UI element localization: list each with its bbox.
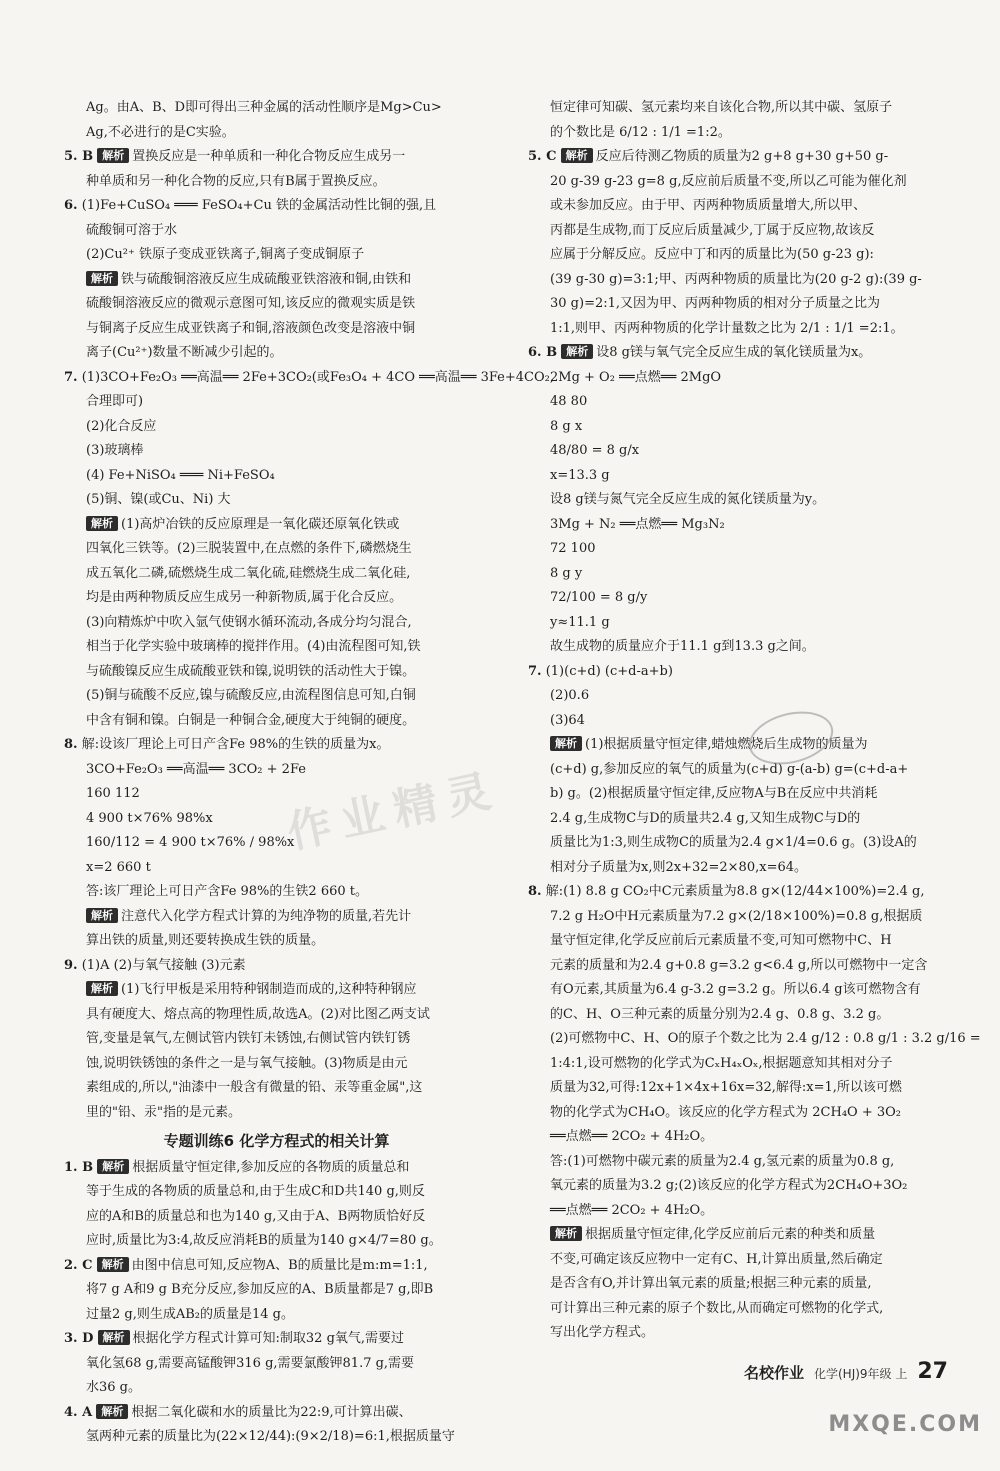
text-line bbox=[528, 415, 946, 440]
text-line bbox=[528, 194, 946, 219]
text-line bbox=[64, 366, 554, 391]
line-text: (2)Cu²⁺ 铁原子变成亚铁离子,铜离子变成铜原子 bbox=[86, 247, 365, 262]
text-line bbox=[528, 1321, 946, 1346]
text-line bbox=[528, 317, 946, 342]
watermark-logo: MXQE.COM bbox=[828, 1412, 982, 1437]
analysis-tag: 解析 bbox=[98, 1330, 130, 1345]
text-line bbox=[64, 219, 489, 244]
line-text: 48 80 bbox=[550, 394, 588, 409]
line-text: 2Mg + O₂ ══点燃══ 2MgO bbox=[550, 369, 722, 385]
text-line bbox=[64, 390, 489, 415]
analysis-tag: 解析 bbox=[96, 1404, 128, 1419]
line-text: 3Mg + N₂ ══点燃══ Mg₃N₂ bbox=[550, 516, 725, 532]
line-text: 置换反应是一种单质和一种化合物反应生成另一 bbox=[132, 149, 406, 164]
text-line bbox=[528, 219, 946, 244]
line-text: 将7 g A和9 g B充分反应,参加反应的A、B质量都是7 g,即B bbox=[86, 1282, 434, 1297]
text-line bbox=[528, 1199, 946, 1224]
line-text: 过量2 g,则生成AB₂的质量是14 g。 bbox=[86, 1306, 295, 1322]
text-line bbox=[64, 660, 489, 685]
line-text: 48/80 = 8 g/x bbox=[550, 443, 640, 458]
analysis-tag: 解析 bbox=[86, 516, 118, 531]
text-line bbox=[528, 635, 946, 660]
line-text: 应的A和B的质量总和也为140 g,又由于A、B两物质恰好反 bbox=[86, 1208, 426, 1224]
line-text: 离子(Cu²⁺)数量不断减少引起的。 bbox=[86, 345, 283, 360]
text-line bbox=[64, 96, 489, 121]
text-line bbox=[528, 268, 946, 293]
text-line bbox=[64, 1101, 489, 1126]
text-line bbox=[64, 1327, 489, 1352]
text-line bbox=[528, 1297, 946, 1322]
question-number: 7. bbox=[528, 663, 542, 679]
text-line bbox=[64, 1278, 489, 1303]
line-text: 72 100 bbox=[550, 541, 596, 556]
text-line bbox=[64, 1254, 489, 1279]
line-text: Ag。由A、B、D即可得出三种金属的活动性顺序是Mg>Cu> bbox=[86, 100, 442, 115]
text-line bbox=[528, 537, 946, 562]
text-line bbox=[528, 243, 946, 268]
text-line bbox=[528, 1076, 946, 1101]
line-text: (1)根据质量守恒定律,蜡烛燃烧后生成物的质量为 bbox=[585, 737, 868, 752]
text-line bbox=[64, 341, 489, 366]
text-line bbox=[64, 1303, 489, 1328]
text-line bbox=[64, 1003, 489, 1028]
line-text: 丙都是生成物,而丁反应后质量减少,丁属于反应物,故该反 bbox=[550, 222, 875, 238]
question-number: 5. C bbox=[528, 149, 557, 164]
text-line bbox=[528, 1125, 946, 1150]
line-text: 1:1,则甲、丙两种物质的化学计量数之比为 2/1 : 1/1 =2:1。 bbox=[550, 320, 904, 336]
question-number: 8. bbox=[528, 884, 542, 899]
text-line bbox=[64, 513, 489, 538]
line-text: Ag,不必进行的是C实验。 bbox=[86, 124, 235, 140]
right-column bbox=[528, 96, 981, 1346]
line-text: 解:(1) 8.8 g CO₂中C元素质量为8.8 g×(12/44×100%)=2.4 g, bbox=[545, 884, 925, 899]
line-text: 硫酸铜溶液反应的微观示意图可知,该反应的微观实质是铁 bbox=[86, 296, 416, 311]
text-line bbox=[528, 611, 946, 636]
text-line bbox=[528, 1272, 946, 1297]
question-number: 8. bbox=[64, 737, 78, 752]
line-text: 160/112 = 4 900 t×76% / 98%x bbox=[86, 835, 295, 850]
line-text: 或未参加反应。由于甲、丙两种物质质量增大,所以甲、 bbox=[550, 198, 867, 213]
text-line bbox=[64, 145, 489, 170]
line-text: 是否含有O,并计算出氧元素的质量;根据三种元素的质量, bbox=[550, 1276, 872, 1291]
line-text: 根据化学方程式计算可知:制取32 g氧气,需要过 bbox=[132, 1331, 405, 1346]
line-text: 合理即可) bbox=[86, 394, 144, 409]
line-text: 答:该厂理论上可日产含Fe 98%的生铁2 660 t。 bbox=[86, 884, 368, 899]
text-line bbox=[64, 1229, 489, 1254]
line-text: 中含有铜和镍。白铜是一种铜合金,硬度大于纯铜的硬度。 bbox=[86, 712, 416, 728]
question-number: 3. D bbox=[64, 1331, 94, 1346]
line-text: (3)64 bbox=[550, 712, 585, 728]
analysis-tag: 解析 bbox=[86, 981, 118, 996]
analysis-tag: 解析 bbox=[86, 271, 118, 286]
line-text: 素组成的,所以,"油漆中一般含有微量的铅、汞等重金属",这 bbox=[86, 1080, 423, 1095]
line-text: 8 g y bbox=[550, 565, 583, 581]
line-text: y≈11.1 g bbox=[550, 614, 610, 630]
line-text: 硫酸铜可溶于水 bbox=[86, 222, 178, 238]
text-line bbox=[64, 488, 489, 513]
line-text: (3)向精炼炉中吹入氩气使钢水循环流动,各成分均匀混合, bbox=[86, 614, 412, 630]
text-line bbox=[528, 905, 946, 930]
line-text: 相对分子质量为x,则2x+32=2×80,x=64。 bbox=[550, 859, 807, 875]
footer-brand: 名校作业 bbox=[743, 1364, 804, 1382]
line-text: (2)0.6 bbox=[550, 688, 590, 703]
text-line bbox=[64, 1205, 489, 1230]
text-line bbox=[64, 831, 489, 856]
text-line bbox=[528, 807, 946, 832]
text-line bbox=[64, 733, 489, 758]
line-text: ══点燃══ 2CO₂ + 4H₂O。 bbox=[550, 1129, 714, 1144]
line-text: 均是由两种物质反应生成另一种新物质,属于化合反应。 bbox=[86, 590, 403, 605]
line-text: (4) Fe+NiSO₄ ═══ Ni+FeSO₄ bbox=[86, 467, 275, 483]
line-text: b) g。(2)根据质量守恒定律,反应物A与B在反应中共消耗 bbox=[550, 786, 878, 801]
line-text: 可计算出三种元素的原子个数比,从而确定可燃物的化学式, bbox=[550, 1300, 884, 1316]
line-text: 3CO+Fe₂O₃ ══高温══ 3CO₂ + 2Fe bbox=[86, 761, 306, 777]
line-text: 根据质量守恒定律,化学反应前后元素的种类和质量 bbox=[585, 1227, 876, 1242]
text-line bbox=[528, 1052, 946, 1077]
text-line bbox=[528, 562, 946, 587]
line-text: 质量比为1:3,则生成物C的质量为2.4 g×1/4=0.6 g。(3)设A的 bbox=[550, 835, 917, 850]
page-number: 27 bbox=[917, 1359, 948, 1384]
text-line bbox=[64, 684, 489, 709]
line-text: 160 112 bbox=[86, 786, 140, 801]
line-text: 水36 g。 bbox=[86, 1380, 141, 1395]
line-text: (1)Fe+CuSO₄ ═══ FeSO₄+Cu 铁的金属活动性比铜的强,且 bbox=[81, 198, 437, 213]
line-text: 设8 g镁与氮气完全反应生成的氮化镁质量为y。 bbox=[550, 492, 826, 507]
question-number: 4. A bbox=[64, 1404, 93, 1420]
line-text: (5)铜与硫酸不反应,镍与硫酸反应,由流程图信息可知,白铜 bbox=[86, 688, 416, 703]
text-line bbox=[64, 415, 489, 440]
line-text: (1)A (2)与氧气接触 (3)元素 bbox=[81, 957, 246, 973]
line-text: 与硫酸镍反应生成硫酸亚铁和镍,说明铁的活动性大于镍。 bbox=[86, 663, 416, 679]
text-line bbox=[64, 1180, 489, 1205]
text-line bbox=[64, 292, 489, 317]
line-text: (1)飞行甲板是采用特种钢制造而成的,这种特种钢应 bbox=[121, 982, 417, 997]
line-text: (39 g-30 g)=3:1;甲、丙两种物质的质量比为(20 g-2 g):(39 g- bbox=[550, 271, 922, 287]
line-text: 氧元素的质量为3.2 g;(2)该反应的化学方程式为2CH₄O+3O₂ bbox=[550, 1178, 908, 1193]
text-line bbox=[528, 880, 946, 905]
analysis-tag: 解析 bbox=[550, 736, 582, 751]
text-line bbox=[64, 268, 489, 293]
line-text: (c+d) g,参加反应的氧气的质量为(c+d) g-(a-b) g=(c+d-a+ bbox=[550, 761, 909, 777]
text-line bbox=[64, 1352, 489, 1377]
text-line bbox=[528, 586, 946, 611]
line-text: x=2 660 t bbox=[86, 859, 151, 875]
line-text: 量守恒定律,化学反应前后元素质量不变,可知可燃物中C、H bbox=[550, 933, 892, 948]
text-line bbox=[528, 978, 946, 1003]
text-line bbox=[528, 1003, 946, 1028]
line-text: 应属于分解反应。反应中丁和丙的质量比为(50 g-23 g): bbox=[550, 247, 874, 262]
line-text: 根据二氧化碳和水的质量比为22:9,可计算出碳、 bbox=[131, 1404, 412, 1420]
text-line bbox=[528, 1248, 946, 1273]
text-line bbox=[528, 170, 946, 195]
text-line bbox=[64, 439, 489, 464]
line-text: ══点燃══ 2CO₂ + 4H₂O。 bbox=[550, 1202, 714, 1218]
text-line bbox=[64, 635, 489, 660]
text-line bbox=[64, 880, 489, 905]
question-number: 6. B bbox=[528, 345, 558, 360]
line-text: 解:设该厂理论上可日产含Fe 98%的生铁的质量为x。 bbox=[81, 737, 390, 752]
line-text: (2)化合反应 bbox=[86, 418, 157, 434]
line-text: 20 g-39 g-23 g=8 g,反应前后质量不变,所以乙可能为催化剂 bbox=[550, 173, 907, 189]
line-text: 根据质量守恒定律,参加反应的各物质的质量总和 bbox=[132, 1159, 410, 1175]
analysis-tag: 解析 bbox=[550, 1226, 582, 1241]
line-text: 72/100 = 8 g/y bbox=[550, 590, 648, 605]
line-text: 反应后待测乙物质的质量为2 g+8 g+30 g+50 g- bbox=[595, 149, 889, 164]
line-text: (1)3CO+Fe₂O₃ ══高温══ 2Fe+3CO₂(或Fe₃O₄ + 4CO ══高温══ 3Fe+4CO₂, bbox=[81, 369, 554, 385]
text-line bbox=[64, 611, 489, 636]
text-line bbox=[64, 709, 489, 734]
text-line bbox=[64, 1376, 489, 1401]
line-text: 质量为32,可得:12x+1×4x+16x=32,解得:x=1,所以该可燃 bbox=[550, 1080, 902, 1095]
line-text: 相当于化学实验中玻璃棒的搅拌作用。(4)由流程图可知,铁 bbox=[86, 639, 421, 654]
line-text: 30 g)=2:1,又因为甲、丙两种物质的相对分子质量之比为 bbox=[550, 296, 881, 311]
line-text: 2.4 g,生成物C与D的质量共2.4 g,又知生成物C与D的 bbox=[550, 810, 861, 826]
text-line bbox=[528, 488, 946, 513]
line-text: 由图中信息可知,反应物A、B的质量比是m:m=1:1, bbox=[131, 1257, 428, 1273]
line-text: 注意代入化学方程式计算的为纯净物的质量,若先计 bbox=[121, 908, 412, 924]
line-text: 7.2 g H₂O中H元素质量为7.2 g×(2/18×100%)=0.8 g,根据质 bbox=[550, 908, 923, 924]
line-text: 物的化学式为CH₄O。该反应的化学方程式为 2CH₄O + 3O₂ bbox=[550, 1104, 902, 1120]
line-text: 8 g x bbox=[550, 418, 583, 434]
text-line bbox=[64, 317, 489, 342]
line-text: (1)(c+d) (c+d-a+b) bbox=[545, 663, 673, 679]
text-line bbox=[528, 390, 946, 415]
line-text: 氢两种元素的质量比为(22×12/44):(9×2/18)=6:1,根据质量守 bbox=[86, 1429, 455, 1444]
text-line bbox=[528, 439, 946, 464]
text-line bbox=[528, 1174, 946, 1199]
text-line bbox=[64, 537, 489, 562]
line-text: 4 900 t×76% 98%x bbox=[86, 810, 213, 826]
line-text: 算出铁的质量,则还要转换成生铁的质量。 bbox=[86, 933, 325, 948]
text-line bbox=[64, 121, 489, 146]
text-line bbox=[64, 1401, 489, 1426]
analysis-tag: 解析 bbox=[97, 148, 129, 163]
text-line bbox=[528, 121, 946, 146]
text-line bbox=[64, 905, 489, 930]
text-line bbox=[528, 856, 946, 881]
text-line bbox=[528, 733, 946, 758]
text-line bbox=[528, 660, 946, 685]
line-text: 故生成物的质量应介于11.1 g到13.3 g之间。 bbox=[550, 639, 815, 654]
text-line bbox=[64, 194, 489, 219]
text-line bbox=[64, 954, 489, 979]
analysis-tag: 解析 bbox=[97, 1257, 129, 1272]
analysis-tag: 解析 bbox=[561, 344, 593, 359]
section-title: 专题训练6 化学方程式的相关计算 bbox=[163, 1132, 390, 1150]
line-text: 答:(1)可燃物中碳元素的质量为2.4 g,氢元素的质量为0.8 g, bbox=[550, 1153, 895, 1169]
line-text: 具有硬度大、熔点高的物理性质,故选A。(2)对比图乙两支试 bbox=[86, 1006, 430, 1022]
text-line bbox=[64, 464, 489, 489]
text-line bbox=[64, 1425, 489, 1450]
question-number: 6. bbox=[64, 198, 78, 213]
line-text: (2)可燃物中C、H、O的原子个数之比为 2.4 g/12 : 0.8 g/1 : 3.2 g/16 = bbox=[550, 1031, 981, 1046]
text-line bbox=[64, 1052, 489, 1077]
question-number: 2. C bbox=[64, 1257, 93, 1273]
line-text: 成五氧化二磷,硫燃烧生成二氧化硫,硅燃烧生成二氧化硅, bbox=[86, 565, 411, 581]
text-line bbox=[64, 978, 489, 1003]
line-text: 的个数比是 6/12 : 1/1 =1:2。 bbox=[550, 124, 731, 140]
text-line bbox=[528, 1223, 946, 1248]
question-number: 5. B bbox=[64, 149, 94, 164]
line-text: 等于生成的各物质的质量总和,由于生成C和D共140 g,则反 bbox=[86, 1184, 425, 1199]
watermark-text: 作业精灵 bbox=[282, 764, 505, 859]
line-text: 蚀,说明铁锈蚀的条件之一是与氧气接触。(3)物质是由元 bbox=[86, 1055, 408, 1071]
line-text: x=13.3 g bbox=[550, 467, 610, 483]
text-line bbox=[528, 782, 946, 807]
text-line bbox=[64, 170, 489, 195]
text-line bbox=[528, 1101, 946, 1126]
line-text: 写出化学方程式。 bbox=[550, 1325, 655, 1340]
text-line bbox=[528, 831, 946, 856]
line-text: 设8 g镁与氧气完全反应生成的氧化镁质量为x。 bbox=[596, 345, 872, 360]
text-line bbox=[528, 1150, 946, 1175]
analysis-tag: 解析 bbox=[561, 148, 593, 163]
line-text: 应时,质量比为3:4,故反应消耗B的质量为140 g×4/7=80 g。 bbox=[86, 1233, 442, 1248]
text-line bbox=[64, 856, 489, 881]
text-line bbox=[528, 292, 946, 317]
line-text: 铁与硫酸铜溶液反应生成硫酸亚铁溶液和铜,由铁和 bbox=[121, 271, 412, 287]
line-text: 不变,可确定该反应物中一定有C、H,计算出质量,然后确定 bbox=[550, 1251, 883, 1267]
text-line bbox=[528, 145, 946, 170]
text-line bbox=[528, 464, 946, 489]
text-line bbox=[528, 758, 946, 783]
line-text: 有O元素,其质量为6.4 g-3.2 g=3.2 g。所以6.4 g该可燃物含有 bbox=[550, 982, 921, 997]
text-line bbox=[64, 562, 489, 587]
line-text: 管,变量是氧气,左侧试管内铁钉未锈蚀,右侧试管内铁钉锈 bbox=[86, 1031, 411, 1046]
line-text: 四氧化三铁等。(2)三脱装置中,在点燃的条件下,磷燃烧生 bbox=[86, 541, 412, 556]
text-line bbox=[528, 366, 946, 391]
line-text: 里的"铅、汞"指的是元素。 bbox=[86, 1104, 241, 1120]
text-line bbox=[64, 1076, 489, 1101]
page-footer bbox=[744, 1359, 948, 1384]
line-text: 种单质和另一种化合物的反应,只有B属于置换反应。 bbox=[86, 173, 386, 189]
text-line bbox=[64, 586, 489, 611]
line-text: 氧化氢68 g,需要高锰酸钾316 g,需要氯酸钾81.7 g,需要 bbox=[86, 1355, 415, 1371]
text-line bbox=[528, 96, 946, 121]
text-line bbox=[64, 929, 489, 954]
text-line bbox=[528, 929, 946, 954]
analysis-tag: 解析 bbox=[86, 908, 118, 923]
question-number: 9. bbox=[64, 957, 78, 973]
analysis-tag: 解析 bbox=[97, 1159, 129, 1174]
text-line bbox=[528, 709, 946, 734]
text-line bbox=[64, 1156, 489, 1181]
line-text: 与铜离子反应生成亚铁离子和铜,溶液颜色改变是溶液中铜 bbox=[86, 320, 416, 336]
question-number: 7. bbox=[64, 369, 78, 385]
text-line bbox=[528, 954, 946, 979]
line-text: 恒定律可知碳、氢元素均来自该化合物,所以其中碳、氢原子 bbox=[550, 100, 893, 115]
text-line bbox=[528, 684, 946, 709]
footer-subject: 化学(HJ)9年级 上 bbox=[813, 1367, 908, 1381]
text-line bbox=[528, 1027, 981, 1052]
line-text: 的C、H、O三种元素的质量分别为2.4 g、0.8 g、3.2 g。 bbox=[550, 1006, 890, 1022]
line-text: 1:4:1,设可燃物的化学式为CₓH₄ₓOₓ,根据题意知其相对分子 bbox=[550, 1055, 893, 1071]
line-text: (1)高炉冶铁的反应原理是一氧化碳还原氧化铁或 bbox=[121, 516, 400, 532]
line-text: (3)玻璃棒 bbox=[86, 443, 144, 458]
line-text: (5)铜、镍(或Cu、Ni) 大 bbox=[86, 492, 231, 507]
text-line bbox=[64, 243, 489, 268]
line-text: 元素的质量和为2.4 g+0.8 g=3.2 g<6.4 g,所以可燃物中一定含 bbox=[550, 957, 928, 973]
question-number: 1. B bbox=[64, 1159, 94, 1175]
text-line bbox=[528, 513, 946, 538]
text-line bbox=[64, 1027, 489, 1052]
text-line bbox=[528, 341, 946, 366]
